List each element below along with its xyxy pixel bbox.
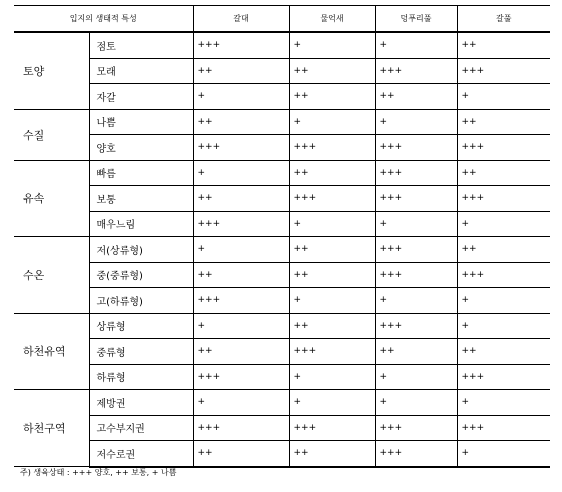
rating-cell: + xyxy=(193,160,289,186)
table-row xyxy=(14,135,550,161)
rating-cell: ++ xyxy=(289,441,375,467)
rating-cell: ++ xyxy=(193,339,289,365)
rating-cell: +++ xyxy=(193,288,289,314)
rating-cell: + xyxy=(375,288,457,314)
footnote: 주) 생육상태 : +++ 양호, ++ 보통, + 나쁨 xyxy=(20,468,177,477)
rating-cell: + xyxy=(457,211,550,237)
rating-cell: + xyxy=(457,84,550,110)
rating-cell: ++ xyxy=(457,109,550,135)
rating-cell: ++ xyxy=(289,313,375,339)
rating-cell: +++ xyxy=(289,135,375,161)
header-row xyxy=(14,6,550,33)
sub-label: 모래 xyxy=(89,58,193,84)
rating-cell: +++ xyxy=(193,32,289,58)
rating-cell: ++ xyxy=(289,237,375,263)
table-row xyxy=(14,364,550,390)
rating-cell: ++ xyxy=(375,84,457,110)
rating-cell: ++ xyxy=(457,237,550,263)
rating-cell: ++ xyxy=(193,262,289,288)
rating-cell: + xyxy=(375,109,457,135)
rating-cell: +++ xyxy=(457,364,550,390)
sub-label: 보통 xyxy=(89,186,193,212)
sub-label: 저(상류형) xyxy=(89,237,193,263)
rating-cell: ++ xyxy=(193,58,289,84)
rating-cell: + xyxy=(289,32,375,58)
rating-cell: +++ xyxy=(375,313,457,339)
table-row xyxy=(14,211,550,237)
rating-cell: ++ xyxy=(289,84,375,110)
table-row xyxy=(14,186,550,212)
group-label: 수온 xyxy=(14,237,89,314)
sub-label: 고(하류형) xyxy=(89,288,193,314)
rating-cell: + xyxy=(193,84,289,110)
table-row xyxy=(14,339,550,365)
rating-cell: + xyxy=(457,313,550,339)
rating-cell: + xyxy=(289,109,375,135)
sub-label: 중(중류형) xyxy=(89,262,193,288)
rating-cell: + xyxy=(289,211,375,237)
rating-cell: + xyxy=(193,390,289,416)
table-row xyxy=(14,84,550,110)
rating-cell: + xyxy=(457,288,550,314)
rating-cell: + xyxy=(457,390,550,416)
rating-cell: +++ xyxy=(375,415,457,441)
rating-cell: + xyxy=(375,364,457,390)
rating-cell: +++ xyxy=(375,262,457,288)
group-label: 하천유역 xyxy=(14,313,89,390)
rating-cell: ++ xyxy=(457,160,550,186)
rating-cell: + xyxy=(289,288,375,314)
table-row xyxy=(14,262,550,288)
sub-label: 나쁨 xyxy=(89,109,193,135)
rating-cell: +++ xyxy=(193,415,289,441)
habitat-table xyxy=(14,5,550,468)
sub-label: 하류형 xyxy=(89,364,193,390)
header-species-3: 덩푸리풀 xyxy=(375,6,457,33)
rating-cell: ++ xyxy=(193,186,289,212)
group-label: 하천구역 xyxy=(14,390,89,467)
rating-cell: + xyxy=(289,364,375,390)
table-row xyxy=(14,32,550,58)
table-row xyxy=(14,288,550,314)
rating-cell: +++ xyxy=(375,237,457,263)
rating-cell: ++ xyxy=(289,58,375,84)
rating-cell: +++ xyxy=(375,135,457,161)
rating-cell: +++ xyxy=(375,186,457,212)
table-row xyxy=(14,313,550,339)
table-row xyxy=(14,160,550,186)
sub-label: 고수부지권 xyxy=(89,415,193,441)
rating-cell: ++ xyxy=(375,339,457,365)
table-row xyxy=(14,109,550,135)
group-label: 토양 xyxy=(14,32,89,109)
sub-label: 양호 xyxy=(89,135,193,161)
rating-cell: +++ xyxy=(457,415,550,441)
table-body xyxy=(14,32,550,467)
rating-cell: ++ xyxy=(193,441,289,467)
sub-label: 매우느림 xyxy=(89,211,193,237)
sub-label: 저수로권 xyxy=(89,441,193,467)
rating-cell: +++ xyxy=(289,415,375,441)
rating-cell: +++ xyxy=(375,58,457,84)
rating-cell: +++ xyxy=(457,58,550,84)
sub-label: 빠름 xyxy=(89,160,193,186)
rating-cell: +++ xyxy=(457,186,550,212)
rating-cell: +++ xyxy=(289,186,375,212)
table-row xyxy=(14,237,550,263)
rating-cell: ++ xyxy=(457,339,550,365)
rating-cell: + xyxy=(375,211,457,237)
header-species-4: 갈풀 xyxy=(457,6,550,33)
rating-cell: + xyxy=(375,32,457,58)
sub-label: 자갈 xyxy=(89,84,193,110)
rating-cell: ++ xyxy=(193,109,289,135)
table-row xyxy=(14,441,550,467)
rating-cell: + xyxy=(193,313,289,339)
rating-cell: + xyxy=(289,390,375,416)
rating-cell: + xyxy=(193,237,289,263)
group-label: 수질 xyxy=(14,109,89,160)
group-label: 유속 xyxy=(14,160,89,237)
rating-cell: +++ xyxy=(457,262,550,288)
rating-cell: ++ xyxy=(289,160,375,186)
rating-cell: +++ xyxy=(193,135,289,161)
rating-cell: +++ xyxy=(457,135,550,161)
rating-cell: ++ xyxy=(289,262,375,288)
rating-cell: +++ xyxy=(193,364,289,390)
rating-cell: + xyxy=(457,441,550,467)
header-species-1: 갈대 xyxy=(193,6,289,33)
table-row xyxy=(14,58,550,84)
sub-label: 상류형 xyxy=(89,313,193,339)
rating-cell: + xyxy=(375,390,457,416)
rating-cell: +++ xyxy=(193,211,289,237)
rating-cell: +++ xyxy=(289,339,375,365)
rating-cell: ++ xyxy=(457,32,550,58)
sub-label: 제방권 xyxy=(89,390,193,416)
table-row xyxy=(14,390,550,416)
rating-cell: +++ xyxy=(375,160,457,186)
table-row xyxy=(14,415,550,441)
header-species-2: 물억새 xyxy=(289,6,375,33)
rating-cell: +++ xyxy=(375,441,457,467)
sub-label: 중류형 xyxy=(89,339,193,365)
sub-label: 점토 xyxy=(89,32,193,58)
header-characteristic: 입지의 생태적 특성 xyxy=(14,6,193,33)
